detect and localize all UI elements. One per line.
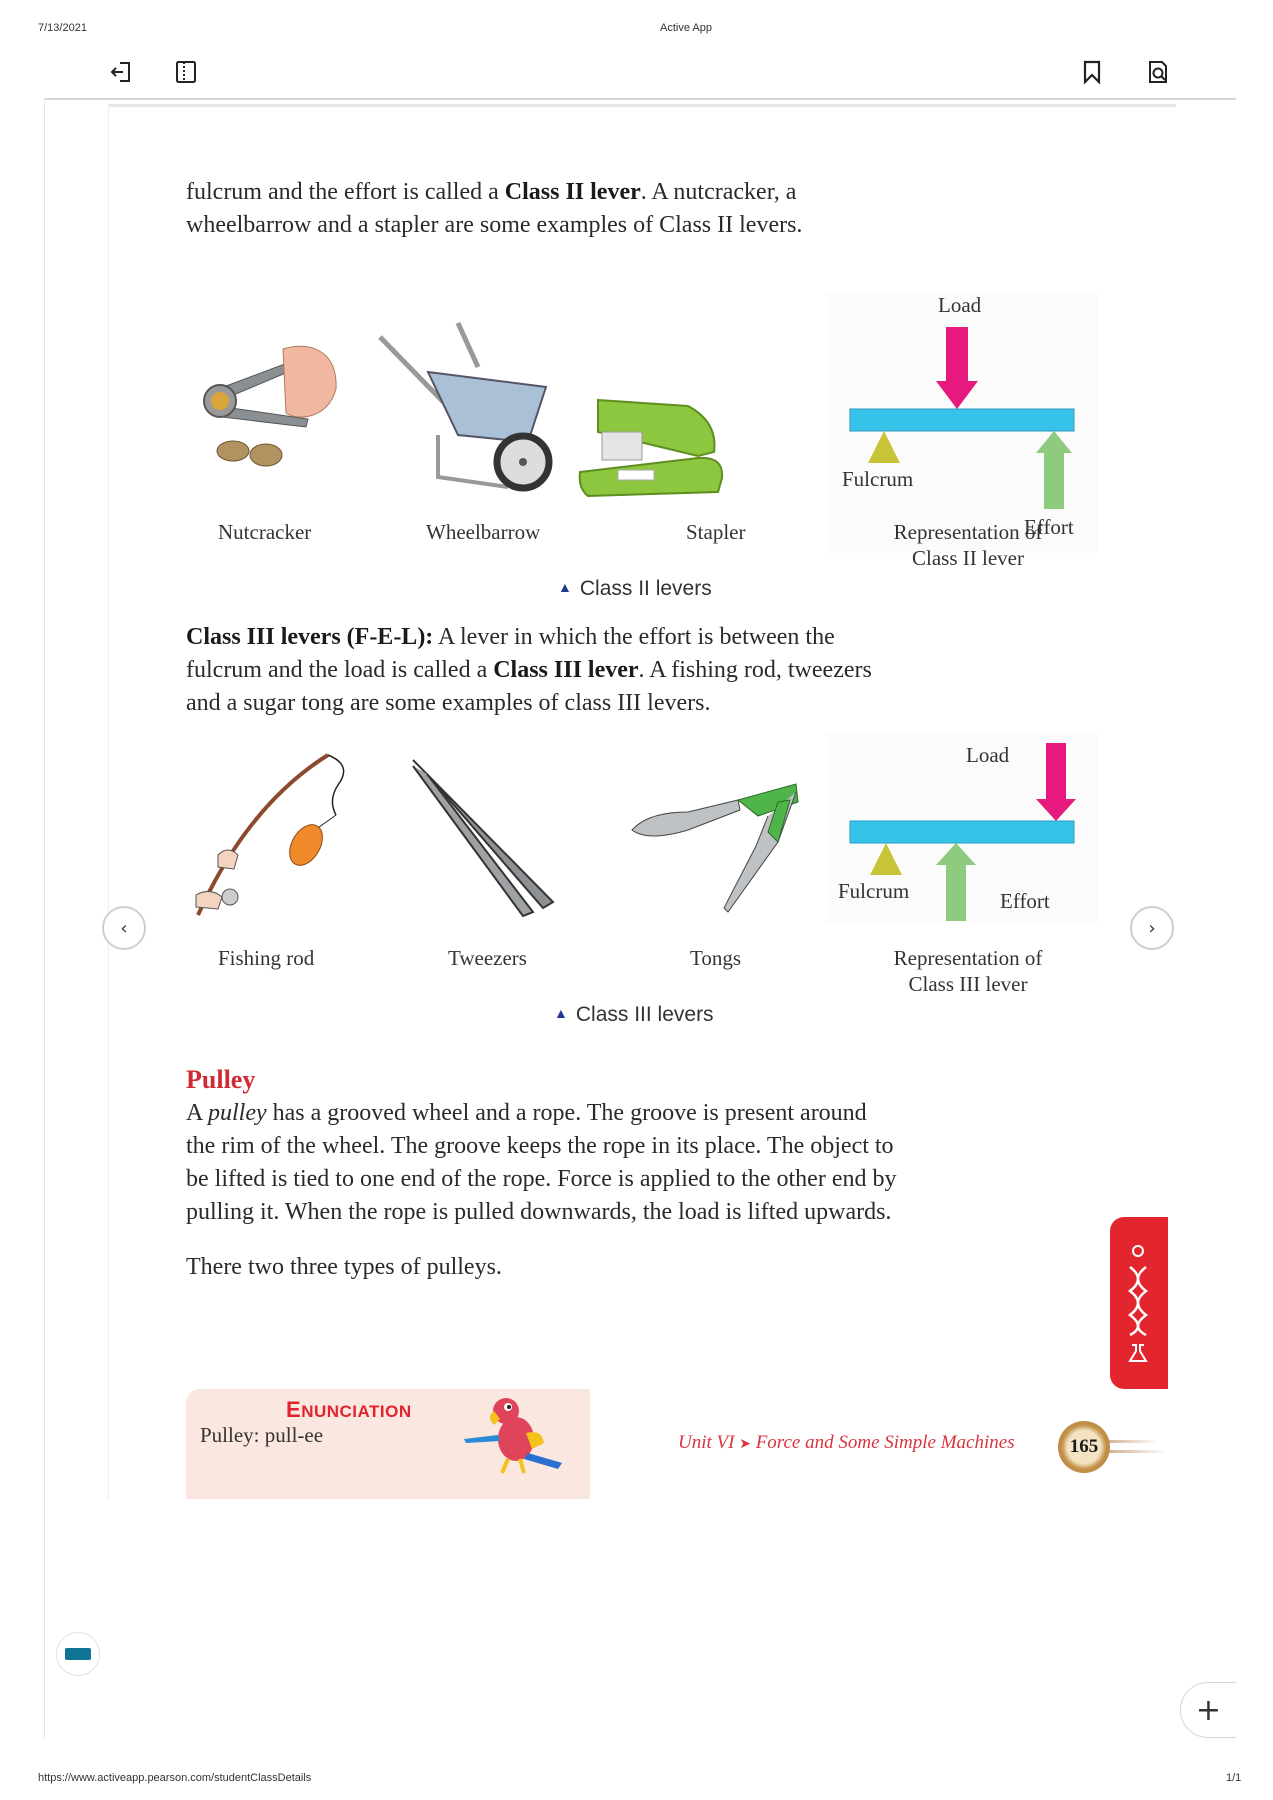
science-dna-icon — [1122, 1243, 1154, 1363]
print-title: Active App — [660, 22, 712, 34]
book-page — [108, 107, 1176, 1499]
tongs-image — [628, 772, 808, 922]
intro-paragraph: fulcrum and the effort is called a Class II lever. A nutcracker, a wheelbarrow and a stapler are some examples of Class II levers. — [186, 179, 803, 238]
tweezers-image — [403, 752, 563, 922]
enunciation-text: Pulley: pull-ee — [200, 1423, 324, 1447]
class3-paragraph: Class III levers (F-E-L): A lever in which the effort is between the fulcrum and the load is called a Class III lever. A fishing rod, tweezers and a sugar tong are some examples of class III levers. — [186, 624, 872, 716]
note-icon — [65, 1648, 91, 1660]
page-number-badge: 165 — [1058, 1421, 1110, 1473]
nutcracker-label: Nutcracker — [218, 520, 312, 544]
pulley-heading: Pulley — [186, 1065, 256, 1094]
wheelbarrow-image — [378, 317, 558, 507]
print-header — [0, 22, 1273, 38]
nutcracker-image — [188, 329, 338, 479]
print-url: https://www.activeapp.pearson.com/studentClassDetails — [38, 1772, 312, 1784]
fishing-rod-image — [188, 745, 358, 925]
chevron-right-icon: ➤ — [739, 1437, 751, 1452]
science-side-tab — [1110, 1217, 1168, 1389]
viewer-frame-border — [44, 98, 45, 1738]
triangle-marker-icon: ▲ — [558, 579, 572, 595]
pulley-types-text: There two three types of pulleys. — [186, 1254, 502, 1280]
effort-label: Effort — [1000, 889, 1050, 913]
notes-toggle-button[interactable] — [56, 1632, 100, 1676]
effort-label: Effort — [1024, 515, 1074, 539]
class3-lever-diagram — [828, 733, 1098, 923]
tongs-label: Tongs — [690, 946, 742, 970]
enunciation-box — [186, 1389, 590, 1499]
load-label: Load — [938, 293, 982, 317]
search-document-button[interactable] — [1144, 58, 1172, 86]
tweezers-label: Tweezers — [448, 946, 527, 970]
plus-icon: + — [1195, 1692, 1222, 1728]
search-document-icon — [1145, 59, 1171, 85]
previous-page-button[interactable] — [102, 906, 146, 950]
fulcrum-label: Fulcrum — [838, 879, 910, 903]
stapler-image — [578, 392, 728, 502]
chevron-right-icon: › — [1148, 917, 1156, 939]
next-page-button[interactable] — [1130, 906, 1174, 950]
bookmark-icon — [1079, 59, 1105, 85]
pulley-paragraph: A pulley has a grooved wheel and a rope. The groove is present around the rim of the wheel. The groove keeps the rope in its place. The object to be lifted is tied to one end of the rope. Force is applied to the other end by pulling it. When the rope is pulled downwards, the load is lifted upwards. — [186, 1100, 897, 1225]
bookmark-button[interactable] — [1078, 58, 1106, 86]
unit-footer: Unit VI ➤ Force and Some Simple Machines — [678, 1432, 1015, 1453]
class3-diagram-caption: Representation of Class III lever — [893, 946, 1043, 996]
stapler-label: Stapler — [686, 520, 746, 544]
exit-button[interactable] — [108, 58, 136, 86]
class2-lever-diagram — [828, 293, 1098, 553]
wheelbarrow-label: Wheelbarrow — [426, 520, 541, 544]
add-button[interactable] — [1180, 1682, 1236, 1738]
class2-diagram-caption: Representation of Class II lever — [893, 520, 1043, 570]
print-date: 7/13/2021 — [38, 22, 87, 34]
exit-icon — [109, 59, 135, 85]
load-label: Load — [966, 743, 1010, 767]
fishing-rod-label: Fishing rod — [218, 946, 315, 970]
enunciation-title: ENUNCIATION — [286, 1397, 412, 1422]
toc-panel-icon — [173, 59, 199, 85]
print-page-count: 1/1 — [1226, 1772, 1242, 1784]
chevron-left-icon: ‹ — [120, 917, 128, 939]
class3-figure-caption: ▲ Class III levers — [554, 1003, 714, 1026]
toolbar-divider — [44, 98, 1236, 100]
toc-panel-button[interactable] — [172, 58, 200, 86]
triangle-marker-icon: ▲ — [554, 1005, 568, 1021]
fulcrum-label: Fulcrum — [842, 467, 914, 491]
class2-figure-caption: ▲ Class II levers — [558, 577, 712, 600]
parrot-mascot-icon — [458, 1393, 568, 1479]
